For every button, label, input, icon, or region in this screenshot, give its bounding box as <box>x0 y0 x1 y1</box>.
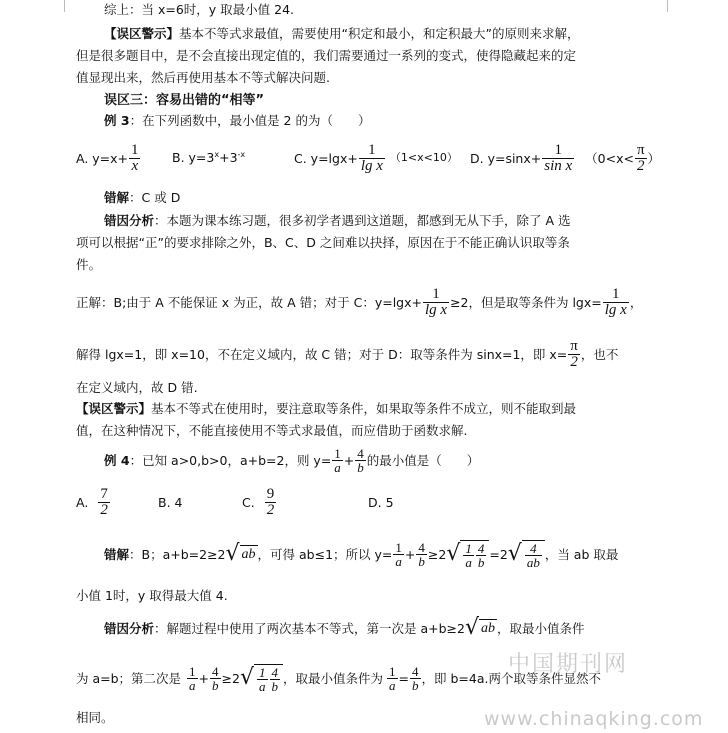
denominator: b <box>412 677 419 693</box>
denominator: lg x <box>604 301 627 318</box>
denominator: b <box>418 553 425 569</box>
denominator: b <box>477 554 485 570</box>
denominator: lg x <box>424 301 448 318</box>
warning-1-line-2: 但是很多题目中，是不会直接出现定值的，我们需要通过一系列的变式，使得隐藏起来的定 <box>76 48 577 63</box>
denominator: 2 <box>637 157 645 174</box>
numerator: 4 <box>418 539 425 555</box>
square-root: √ ab <box>225 541 256 566</box>
numerator: 4 <box>212 663 219 679</box>
page-border-right <box>667 0 668 12</box>
numerator: 1 <box>395 539 402 555</box>
denominator: a <box>395 553 402 569</box>
square-root: √ ab <box>465 615 496 640</box>
warning-label: 【误区警示】 <box>104 26 180 41</box>
denominator: b <box>212 677 219 693</box>
warning-2-line-2: 值，在这种情况下，不能直接使用不等式求最值，而应借助于函数求解. <box>76 423 468 438</box>
numerator: 4 <box>271 664 278 680</box>
numerator: 1 <box>432 285 440 302</box>
example-3-option-d <box>470 138 660 178</box>
numerator: 4 <box>477 540 485 556</box>
wrong-answer-label: 错解 <box>104 546 130 562</box>
plus-sign: + <box>343 452 355 468</box>
numerator: 1 <box>131 141 139 158</box>
numerator: 4 <box>412 663 419 679</box>
radicand: ab <box>481 620 496 636</box>
equals-sign: = <box>398 670 409 686</box>
denominator: ab <box>526 554 540 570</box>
numerator: 4 <box>530 540 537 556</box>
wrong-answer-text: ：C 或 D <box>129 190 181 205</box>
error-analysis-text: ，取最小值条件为 <box>283 670 384 686</box>
numerator: 1 <box>389 663 396 679</box>
warning-label: 【误区警示】 <box>76 401 152 416</box>
numerator: 1 <box>368 141 376 158</box>
wrong-answer-4-line-2: 小值 1时，y 取得最大值 4. <box>76 588 228 603</box>
solution-text: 解得 lgx=1，即 x=10，不在定义域内，故 C 错；对于 D：取等条件为 sinx=1，即 x= <box>76 346 568 362</box>
fraction <box>129 143 141 174</box>
error-analysis-text: ：本题为课本练习题，很多初学者遇到这道题，都感到无从下手，除了 A 选 <box>154 213 571 228</box>
fraction <box>423 287 449 318</box>
solution-text: ，也不 <box>580 346 619 362</box>
fraction <box>387 665 398 692</box>
option-c-domain: （1<x<10） <box>389 151 458 165</box>
denominator: a <box>189 677 196 693</box>
error-analysis-label: 错因分析 <box>104 620 155 636</box>
error-analysis-label: 错因分析 <box>104 213 155 228</box>
fraction <box>98 487 110 518</box>
solution-text: ≥2，但是取等条件为 lgx= <box>450 294 602 310</box>
option-label: A. <box>76 494 89 510</box>
page-border-left <box>64 0 65 12</box>
numerator: 1 <box>612 285 620 302</box>
exponent: x <box>214 150 220 159</box>
numerator: 4 <box>357 445 364 461</box>
example-4-option-d: D. 5 <box>368 495 394 510</box>
solution-3-line-1 <box>76 282 642 322</box>
watermark-logo-text: 中国期刊网 <box>508 652 629 677</box>
option-d-text: D. y=sinx+ <box>470 150 542 166</box>
radicand: ab <box>241 546 256 562</box>
denominator: sin x <box>544 157 573 174</box>
denominator: b <box>271 678 278 694</box>
fraction <box>332 447 343 474</box>
warning-text: 基本不等式在使用时，要注意取等条件，如果取等条件不成立，则不能取到最 <box>151 401 577 416</box>
wrong-answer-text: ，当 ab 取最 <box>544 546 619 562</box>
square-root: √ $\frac{1}{a}$ $\frac{4}{b}$ <box>446 540 489 569</box>
example-text: ：在下列函数中，最小值是 2 的为（ ） <box>129 113 371 128</box>
fraction <box>603 287 629 318</box>
radicand <box>254 664 283 693</box>
example-4-option-a <box>76 482 111 522</box>
warning-1-line-3: 值显现出来，然后再使用基本不等式解决问题. <box>76 70 330 85</box>
wrong-answer-label: 错解 <box>104 190 130 205</box>
example-3-question <box>104 113 370 128</box>
fraction <box>265 487 277 518</box>
fraction <box>635 143 647 174</box>
option-a-text: A. y=x+ <box>76 150 129 166</box>
wrong-answer-3 <box>104 190 180 205</box>
radicand <box>460 540 489 569</box>
error-analysis-4-line-3: 相同。 <box>76 710 114 725</box>
wrong-answer-text: ≥2 <box>427 546 447 562</box>
numerator: π <box>636 141 645 158</box>
example-4-option-c <box>242 482 277 522</box>
warning-text: 基本不等式求最值，需要使用“积定和最小，和定积最大”的原则来求解， <box>179 26 580 41</box>
radicand <box>522 540 545 569</box>
error-analysis-text: ，即 b=4a.两个取等条件显然不 <box>421 670 601 686</box>
example-3-option-a <box>76 138 142 178</box>
denominator: a <box>259 678 266 694</box>
example-4-option-b: B. 4 <box>158 495 183 510</box>
fraction <box>359 143 385 174</box>
numerator: 1 <box>554 141 562 158</box>
denominator: a <box>465 554 472 570</box>
option-b-plus: +3 <box>219 150 238 166</box>
watermark-url: www.chinaqking.com <box>484 708 704 730</box>
denominator: 2 <box>570 353 578 370</box>
denominator: b <box>357 459 364 475</box>
option-d-domain-close: ） <box>647 150 661 166</box>
denominator: 2 <box>100 501 108 518</box>
error-analysis-text: ：解题过程中使用了两次基本不等式，第一次是 a+b≥2 <box>154 620 465 636</box>
square-root: √ $\frac{1}{a}$ $\frac{4}{b}$ <box>240 664 283 693</box>
numerator: 1 <box>465 540 472 556</box>
fraction <box>568 339 580 370</box>
warning-2-line-1 <box>76 401 576 416</box>
example-text: 的最小值是（ ） <box>366 452 480 468</box>
section-heading: 误区三：容易出错的“相等” <box>104 93 265 108</box>
solution-3-line-2 <box>76 334 618 374</box>
solution-3-line-3: 在定义域内，故 D 错. <box>76 380 198 395</box>
denominator: a <box>389 677 396 693</box>
numerator: 9 <box>266 485 275 502</box>
error-analysis-3-line-3: 件。 <box>76 257 102 272</box>
numerator: 1 <box>189 663 196 679</box>
exponent: -x <box>237 150 246 159</box>
error-analysis-text: ，取最小值条件 <box>497 620 585 636</box>
solution-text: 正解：B;由于 A 不能保证 x 为正，故 A 错；对于 C：y=lgx+ <box>76 294 422 310</box>
fraction <box>393 541 404 568</box>
wrong-answer-text: ：B；a+b=2≥2 <box>129 546 226 562</box>
example-3-option-c <box>294 138 458 178</box>
numerator: 1 <box>334 445 341 461</box>
warning-1-line-1 <box>104 26 579 41</box>
fraction <box>542 143 574 174</box>
fraction <box>187 665 198 692</box>
conclusion-line: 综上：当 x=6时，y 取最小值 24. <box>104 2 295 17</box>
option-b-text: B. y=3 <box>172 150 215 166</box>
example-label: 例 4 <box>104 452 130 468</box>
wrong-answer-4: 错解 ：B；a+b=2≥2 √ ab ，可得 ab≤1；所以 y= $\frac{1}{a}$ + $\frac{4}{b}$ ≥2 √ $\frac{1}{a}$ $\frac{4}{b}$ =2 √ $\frac{4}{ab}$ ，当 ab 取最 <box>104 539 619 570</box>
fraction <box>355 447 366 474</box>
denominator: a <box>334 459 341 475</box>
denominator: 2 <box>266 501 275 518</box>
numerator: 1 <box>259 664 266 680</box>
fraction <box>416 541 427 568</box>
error-analysis-4-line-2: 为 a=b；第二次是 $\frac{1}{a}$ + $\frac{4}{b}$ ≥2 √ $\frac{1}{a}$ $\frac{4}{b}$ ，取最小值条件为 $\frac{1}{a}$ = $\frac{4}{b}$ ，即 b=4a.两个取等条件显然不 <box>76 663 601 694</box>
example-3-option-b <box>172 150 245 165</box>
numerator: π <box>570 337 578 354</box>
option-d-domain: （0<x< <box>585 150 634 166</box>
wrong-answer-text: ，可得 ab≤1；所以 y= <box>257 546 393 562</box>
option-label: C. <box>242 494 255 510</box>
error-analysis-text: 为 a=b；第二次是 <box>76 670 182 686</box>
denominator: lg x <box>360 157 383 174</box>
denominator: x <box>131 157 139 174</box>
example-4-question <box>104 440 479 480</box>
error-analysis-4-line-1 <box>104 612 585 644</box>
option-c-text: C. y=lgx+ <box>294 150 358 166</box>
example-label: 例 3 <box>104 113 130 128</box>
fraction <box>410 665 421 692</box>
square-root: √ $\frac{4}{ab}$ <box>508 540 545 569</box>
numerator: 7 <box>100 485 108 502</box>
wrong-answer-text: =2 <box>489 546 508 562</box>
error-analysis-3-line-1 <box>104 213 571 228</box>
solution-text: ， <box>629 294 643 310</box>
fraction <box>210 665 221 692</box>
error-analysis-text: ≥2 <box>221 670 240 686</box>
example-text: ：已知 a>0,b>0，a+b=2，则 y= <box>129 452 332 468</box>
error-analysis-3-line-2: 项可以根据“正”的要求排除之外，B、C、D 之间难以抉择，原因在于不能正确认识取等条 <box>76 235 570 250</box>
